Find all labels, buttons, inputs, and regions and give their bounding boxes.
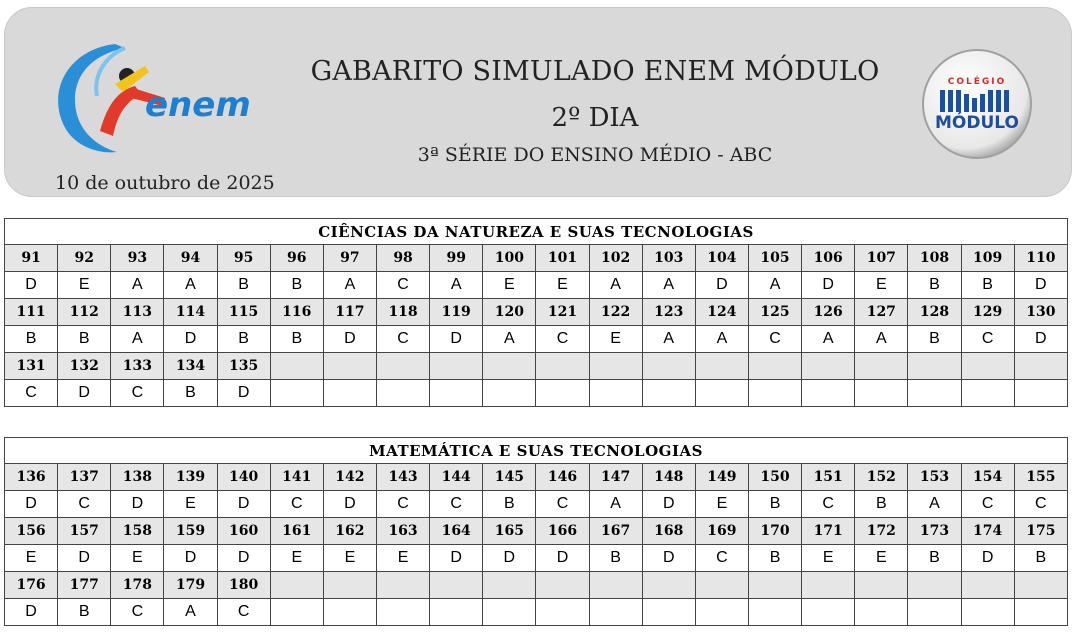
- answer-letter: B: [855, 491, 908, 518]
- question-number: 148: [642, 464, 695, 491]
- title-line-2: 2º DIA: [551, 103, 639, 133]
- answer-letter: [1014, 599, 1067, 626]
- question-number: 159: [164, 518, 217, 545]
- question-number: 134: [164, 353, 217, 380]
- answer-letter: A: [855, 326, 908, 353]
- question-number-row: [5, 464, 1068, 491]
- question-number: 141: [270, 464, 323, 491]
- question-number: 157: [58, 518, 111, 545]
- answer-letter: E: [536, 272, 589, 299]
- question-number: [589, 572, 642, 599]
- answer-letter: D: [5, 491, 58, 518]
- answer-letter: [1014, 380, 1067, 407]
- answer-letter: D: [802, 272, 855, 299]
- question-number: 107: [855, 245, 908, 272]
- answer-letter: [802, 599, 855, 626]
- answer-letter: D: [536, 545, 589, 572]
- question-number-row: [5, 353, 1068, 380]
- answer-letter: C: [58, 491, 111, 518]
- answer-letter: E: [270, 545, 323, 572]
- answer-letter: [323, 380, 376, 407]
- answer-letter: D: [58, 380, 111, 407]
- question-number-row: [5, 572, 1068, 599]
- question-number: [802, 353, 855, 380]
- answer-letter: D: [5, 272, 58, 299]
- question-number: [536, 353, 589, 380]
- question-number: 139: [164, 464, 217, 491]
- enem-logo: [45, 36, 255, 156]
- question-number: 109: [961, 245, 1014, 272]
- answer-letter: [270, 380, 323, 407]
- answer-letter: C: [376, 491, 429, 518]
- question-number: 98: [376, 245, 429, 272]
- answer-letter: D: [1014, 272, 1067, 299]
- answer-letter: [430, 380, 483, 407]
- answer-letter: B: [58, 326, 111, 353]
- answer-letter: D: [58, 545, 111, 572]
- answer-letter: C: [376, 326, 429, 353]
- answer-letter: B: [217, 272, 270, 299]
- answer-letter: [483, 380, 536, 407]
- answer-letter: C: [1014, 491, 1067, 518]
- answer-letter: [642, 380, 695, 407]
- answer-letter: A: [642, 272, 695, 299]
- answer-letter: B: [748, 545, 801, 572]
- question-number: [748, 572, 801, 599]
- question-number: 170: [748, 518, 801, 545]
- question-number: [430, 353, 483, 380]
- question-number: [589, 353, 642, 380]
- answer-letter: A: [483, 326, 536, 353]
- question-number: 100: [483, 245, 536, 272]
- question-number: [642, 353, 695, 380]
- answer-letter: C: [430, 491, 483, 518]
- question-number: 95: [217, 245, 270, 272]
- answer-letter: E: [376, 545, 429, 572]
- question-number: [323, 572, 376, 599]
- question-number: 169: [695, 518, 748, 545]
- question-number: [748, 353, 801, 380]
- answer-letter: [642, 599, 695, 626]
- answer-letter: B: [748, 491, 801, 518]
- answer-letter: D: [430, 326, 483, 353]
- question-number: 142: [323, 464, 376, 491]
- question-number: 104: [695, 245, 748, 272]
- question-number: [961, 572, 1014, 599]
- question-number: 103: [642, 245, 695, 272]
- answer-letter: C: [961, 491, 1014, 518]
- answer-letter: A: [164, 272, 217, 299]
- question-number: 166: [536, 518, 589, 545]
- answer-letter: [695, 599, 748, 626]
- answer-letter: [855, 380, 908, 407]
- answer-letter: B: [270, 326, 323, 353]
- answer-letter: [855, 599, 908, 626]
- answer-letter: E: [164, 491, 217, 518]
- question-number: 152: [855, 464, 908, 491]
- question-number: 93: [111, 245, 164, 272]
- question-number: 146: [536, 464, 589, 491]
- question-number: 136: [5, 464, 58, 491]
- question-number: 138: [111, 464, 164, 491]
- answer-letter: C: [748, 326, 801, 353]
- modulo-logo-top: COLÉGIO: [947, 77, 1007, 87]
- answer-letter: E: [802, 545, 855, 572]
- question-number: 129: [961, 299, 1014, 326]
- answer-letter: [961, 599, 1014, 626]
- question-number: 120: [483, 299, 536, 326]
- answer-letter: [270, 599, 323, 626]
- question-number-row: [5, 299, 1068, 326]
- question-number: [855, 572, 908, 599]
- question-number: 151: [802, 464, 855, 491]
- question-number: 101: [536, 245, 589, 272]
- question-number: 137: [58, 464, 111, 491]
- answer-letter: [536, 380, 589, 407]
- answer-letter: D: [217, 380, 270, 407]
- question-number: 124: [695, 299, 748, 326]
- answer-letter: D: [217, 491, 270, 518]
- answer-letter: D: [642, 491, 695, 518]
- answer-row: [5, 272, 1068, 299]
- answer-letter: D: [323, 491, 376, 518]
- answer-letter: D: [642, 545, 695, 572]
- answer-table-natureza: [4, 218, 1068, 407]
- answer-letter: B: [164, 380, 217, 407]
- answer-letter: [695, 380, 748, 407]
- answer-row: [5, 599, 1068, 626]
- modulo-logo-bottom: MÓDULO: [935, 113, 1019, 133]
- answer-letter: B: [217, 326, 270, 353]
- question-number: 167: [589, 518, 642, 545]
- answer-letter: A: [111, 272, 164, 299]
- answer-row: [5, 326, 1068, 353]
- question-number: 145: [483, 464, 536, 491]
- answer-letter: D: [5, 599, 58, 626]
- question-number: [695, 572, 748, 599]
- question-number: 113: [111, 299, 164, 326]
- answer-letter: E: [323, 545, 376, 572]
- question-number: 122: [589, 299, 642, 326]
- answer-letter: D: [1014, 326, 1067, 353]
- answer-letter: C: [5, 380, 58, 407]
- question-number: 119: [430, 299, 483, 326]
- question-number: [483, 572, 536, 599]
- answer-letter: A: [111, 326, 164, 353]
- question-number: 175: [1014, 518, 1067, 545]
- question-number: [270, 572, 323, 599]
- question-number: 130: [1014, 299, 1067, 326]
- question-number: [695, 353, 748, 380]
- answer-letter: C: [270, 491, 323, 518]
- answer-letter: E: [483, 272, 536, 299]
- answer-letter: A: [430, 272, 483, 299]
- question-number: 180: [217, 572, 270, 599]
- question-number: [908, 353, 961, 380]
- answer-letter: A: [695, 326, 748, 353]
- question-number: 171: [802, 518, 855, 545]
- answer-letter: [802, 380, 855, 407]
- question-number: 144: [430, 464, 483, 491]
- answer-letter: [323, 599, 376, 626]
- question-number: 143: [376, 464, 429, 491]
- answer-row: [5, 380, 1068, 407]
- question-number: 123: [642, 299, 695, 326]
- answer-letter: E: [695, 491, 748, 518]
- answer-letter: B: [1014, 545, 1067, 572]
- question-number: [323, 353, 376, 380]
- answer-letter: A: [908, 491, 961, 518]
- answer-letter: A: [748, 272, 801, 299]
- answer-letter: B: [908, 326, 961, 353]
- question-number-row: [5, 245, 1068, 272]
- answer-letter: [908, 380, 961, 407]
- answer-row: [5, 491, 1068, 518]
- answer-letter: B: [961, 272, 1014, 299]
- question-number: 176: [5, 572, 58, 599]
- question-number: 96: [270, 245, 323, 272]
- answer-letter: D: [111, 491, 164, 518]
- question-number: [536, 572, 589, 599]
- question-number: [642, 572, 695, 599]
- exam-date: 10 de outubro de 2025: [55, 172, 275, 194]
- question-number: 172: [855, 518, 908, 545]
- answer-letter: [589, 380, 642, 407]
- question-number: [855, 353, 908, 380]
- title-line-1: GABARITO SIMULADO ENEM MÓDULO: [310, 56, 880, 87]
- question-number: 153: [908, 464, 961, 491]
- answer-letter: D: [695, 272, 748, 299]
- question-number: [483, 353, 536, 380]
- question-number: 105: [748, 245, 801, 272]
- answer-letter: D: [961, 545, 1014, 572]
- question-number: 158: [111, 518, 164, 545]
- question-number: 106: [802, 245, 855, 272]
- question-number: 97: [323, 245, 376, 272]
- question-number: 127: [855, 299, 908, 326]
- question-number: 128: [908, 299, 961, 326]
- question-number-row: [5, 518, 1068, 545]
- answer-letter: C: [536, 491, 589, 518]
- modulo-logo: [920, 46, 1035, 164]
- answer-letter: [430, 599, 483, 626]
- question-number: 126: [802, 299, 855, 326]
- section-title: CIÊNCIAS DA NATUREZA E SUAS TECNOLOGIAS: [5, 219, 1068, 245]
- answer-letter: [483, 599, 536, 626]
- question-number: 165: [483, 518, 536, 545]
- question-number: 114: [164, 299, 217, 326]
- question-number: 147: [589, 464, 642, 491]
- answer-letter: D: [430, 545, 483, 572]
- question-number: 121: [536, 299, 589, 326]
- question-number: 155: [1014, 464, 1067, 491]
- answer-letter: D: [483, 545, 536, 572]
- question-number: 108: [908, 245, 961, 272]
- answer-letter: [748, 380, 801, 407]
- answer-letter: C: [536, 326, 589, 353]
- question-number: 111: [5, 299, 58, 326]
- answer-letter: [376, 599, 429, 626]
- question-number: 178: [111, 572, 164, 599]
- question-number: 112: [58, 299, 111, 326]
- answer-letter: D: [164, 545, 217, 572]
- answer-letter: [376, 380, 429, 407]
- answer-letter: B: [5, 326, 58, 353]
- question-number: 135: [217, 353, 270, 380]
- question-number: 162: [323, 518, 376, 545]
- question-number: 133: [111, 353, 164, 380]
- question-number: [908, 572, 961, 599]
- answer-letter: B: [908, 545, 961, 572]
- answer-letter: C: [111, 599, 164, 626]
- answer-letter: B: [270, 272, 323, 299]
- question-number: 117: [323, 299, 376, 326]
- question-number: 92: [58, 245, 111, 272]
- title-line-3: 3ª SÉRIE DO ENSINO MÉDIO - ABC: [417, 144, 773, 166]
- answer-letter: E: [58, 272, 111, 299]
- question-number: 161: [270, 518, 323, 545]
- question-number: 91: [5, 245, 58, 272]
- question-number: [1014, 353, 1067, 380]
- answer-letter: A: [802, 326, 855, 353]
- question-number: 115: [217, 299, 270, 326]
- question-number: 149: [695, 464, 748, 491]
- answer-letter: B: [483, 491, 536, 518]
- question-number: 168: [642, 518, 695, 545]
- question-number: 174: [961, 518, 1014, 545]
- answer-letter: C: [961, 326, 1014, 353]
- question-number: [376, 572, 429, 599]
- answer-letter: C: [111, 380, 164, 407]
- question-number: 154: [961, 464, 1014, 491]
- question-number: [270, 353, 323, 380]
- question-number: 116: [270, 299, 323, 326]
- answer-letter: C: [217, 599, 270, 626]
- question-number: 156: [5, 518, 58, 545]
- answer-letter: C: [802, 491, 855, 518]
- answer-letter: D: [164, 326, 217, 353]
- answer-letter: E: [589, 326, 642, 353]
- answer-letter: D: [217, 545, 270, 572]
- answer-letter: E: [855, 272, 908, 299]
- answer-letter: [748, 599, 801, 626]
- answer-letter: C: [376, 272, 429, 299]
- answer-row: [5, 545, 1068, 572]
- question-number: 102: [589, 245, 642, 272]
- question-number: 163: [376, 518, 429, 545]
- question-number: 160: [217, 518, 270, 545]
- answer-letter: B: [58, 599, 111, 626]
- question-number: 99: [430, 245, 483, 272]
- answer-letter: C: [695, 545, 748, 572]
- question-number: 94: [164, 245, 217, 272]
- answer-letter: [589, 599, 642, 626]
- question-number: 140: [217, 464, 270, 491]
- answer-letter: E: [855, 545, 908, 572]
- question-number: [1014, 572, 1067, 599]
- answer-letter: A: [164, 599, 217, 626]
- question-number: [802, 572, 855, 599]
- answer-letter: [536, 599, 589, 626]
- header-banner: [4, 7, 1072, 197]
- question-number: 150: [748, 464, 801, 491]
- question-number: [961, 353, 1014, 380]
- question-number: 179: [164, 572, 217, 599]
- enem-logo-text: enem: [145, 85, 251, 125]
- question-number: 118: [376, 299, 429, 326]
- answer-letter: [908, 599, 961, 626]
- answer-letter: A: [589, 491, 642, 518]
- answer-letter: E: [5, 545, 58, 572]
- question-number: 125: [748, 299, 801, 326]
- question-number: 132: [58, 353, 111, 380]
- section-title: MATEMÁTICA E SUAS TECNOLOGIAS: [5, 438, 1068, 464]
- answer-letter: A: [642, 326, 695, 353]
- question-number: 131: [5, 353, 58, 380]
- answer-letter: A: [589, 272, 642, 299]
- answer-letter: E: [111, 545, 164, 572]
- answer-letter: D: [323, 326, 376, 353]
- question-number: 164: [430, 518, 483, 545]
- question-number: 177: [58, 572, 111, 599]
- question-number: [376, 353, 429, 380]
- question-number: 110: [1014, 245, 1067, 272]
- question-number: [430, 572, 483, 599]
- question-number: 173: [908, 518, 961, 545]
- answer-letter: B: [589, 545, 642, 572]
- answer-letter: [961, 380, 1014, 407]
- answer-table-matematica: [4, 437, 1068, 626]
- answer-letter: A: [323, 272, 376, 299]
- answer-letter: B: [908, 272, 961, 299]
